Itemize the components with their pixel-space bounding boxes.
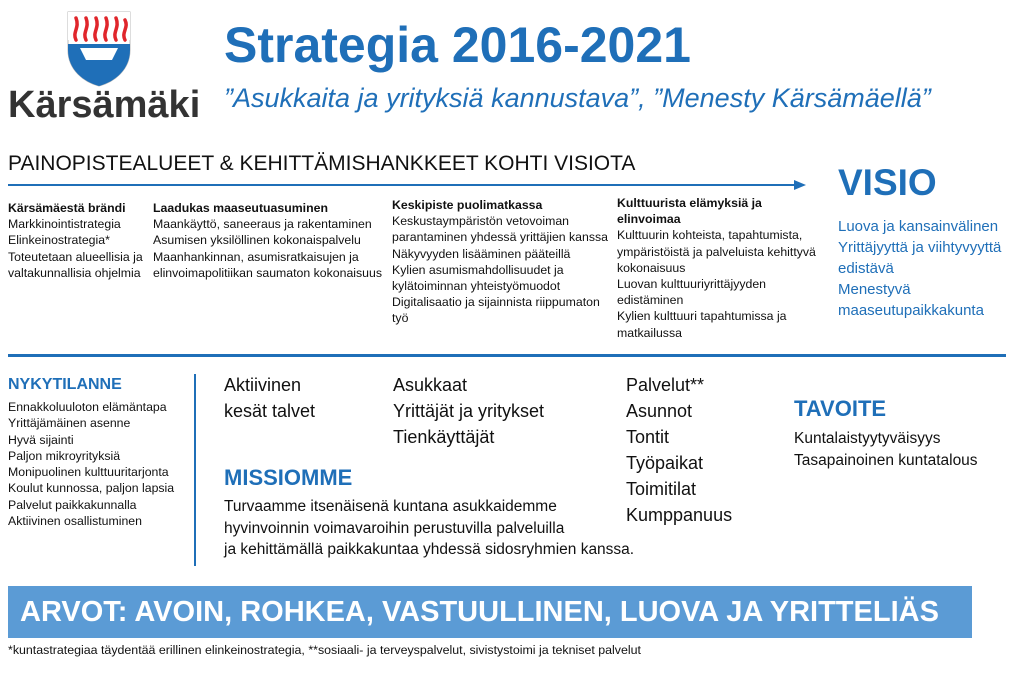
focus-item: Yrittäjät ja yritykset <box>393 401 545 421</box>
priority-item: työ <box>392 311 409 326</box>
mission-line: ja kehittämällä paikkakuntaa yhdessä sidosryhmien kanssa. <box>224 541 635 558</box>
priority-title: Keskipiste puolimatkassa <box>392 198 543 212</box>
priority-item: edistäminen <box>617 293 684 308</box>
logo-wordmark: Kärsämäki <box>8 84 201 126</box>
priority-item: matkailussa <box>617 325 682 340</box>
priority-item: Maanhankinnan, asumisratkaisujen ja <box>153 249 359 264</box>
priority-title: Kärsämäestä brändi <box>8 201 126 215</box>
focus-item: Asukkaat <box>393 375 468 395</box>
priority-item: Markkinointistrategia <box>8 217 121 232</box>
list-item: Monipuolinen kulttuuritarjonta <box>8 465 169 480</box>
vertical-divider <box>194 374 196 566</box>
focus-item: Tontit <box>626 427 670 447</box>
priorities-heading: PAINOPISTEALUEET & KEHITTÄMISHANKKEET KOHTI VISIOTA <box>8 152 636 175</box>
mission-title: MISSIOMME <box>224 465 353 490</box>
priority-item: Digitalisaatio ja sijainnista riippumaton <box>392 295 600 310</box>
list-item: Palvelut paikkakunnalla <box>8 497 137 512</box>
vision-line: Menestyvä <box>838 281 911 298</box>
mission-text <box>224 496 634 561</box>
goal-line: Kuntalaistyytyväisyys <box>794 430 941 447</box>
vision-line: edistävä <box>838 260 894 277</box>
list-item: Koulut kunnossa, paljon lapsia <box>8 481 175 496</box>
focus-item: Työpaikat <box>626 453 704 473</box>
current-state-list <box>8 399 174 529</box>
values-text: ARVOT: AVOIN, ROHKEA, VASTUULLINEN, LUOVA JA YRITTELIÄS <box>20 596 939 628</box>
horizontal-divider <box>8 354 1006 357</box>
focus-group-active <box>224 372 315 424</box>
mission-line: hyvinvoinnin voimavaroihin perustuvilla palveluilla <box>224 519 565 537</box>
focus-item: Kumppanuus <box>626 505 733 525</box>
focus-item: Palvelut** <box>626 375 705 395</box>
focus-item: Aktiivinen <box>224 375 302 395</box>
focus-item: Asunnot <box>626 401 693 421</box>
priority-title: Kulttuurista elämyksiä ja <box>617 196 762 210</box>
current-state-title: NYKYTILANNE <box>8 376 122 393</box>
list-item: Aktiivinen osallistuminen <box>8 514 142 529</box>
priority-item: kokonaisuus <box>617 260 686 275</box>
list-item: Yrittäjämäinen asenne <box>8 416 131 431</box>
priority-column-center <box>392 197 608 327</box>
priority-item: Kylien asumismahdollisuudet ja <box>392 262 564 277</box>
priority-item: kylätoiminnan yhteistyömuodot <box>392 279 561 294</box>
mission-line: Turvaamme itsenäisenä kuntana asukkaidemme <box>224 498 557 515</box>
priority-item: Kulttuurin kohteista, tapahtumista, <box>617 228 803 243</box>
priority-item: Toteutetaan alueellisia ja <box>8 249 143 264</box>
vision-title: VISIO <box>838 162 937 203</box>
priority-item: Kylien kulttuuri tapahtumissa ja <box>617 309 787 324</box>
focus-item: kesät talvet <box>224 401 316 421</box>
priority-item: elinvoimapolitiikan saumaton kokonaisuus <box>153 265 382 280</box>
vision-line: maaseutupaikkakunta <box>838 302 984 319</box>
priority-item: Näkyvyyden lisääminen pääteillä <box>392 246 571 261</box>
goal-title: TAVOITE <box>794 396 887 421</box>
priority-item: Asumisen yksilöllinen kokonaispalvelu <box>153 233 361 248</box>
municipal-coat-of-arms-icon <box>66 10 132 88</box>
footnote: *kuntastrategiaa täydentää erillinen elinkeinostrategia, **sosiaali- ja terveyspalvelut, sivistystoimi ja tekniset palvelut <box>8 643 641 657</box>
priority-column-brand <box>8 200 143 281</box>
priority-column-housing <box>153 200 382 281</box>
focus-group-customers <box>393 372 544 450</box>
goal-line: Tasapainoinen kuntatalous <box>794 452 978 469</box>
priority-item: parantaminen yhdessä yrittäjien kanssa <box>392 230 609 245</box>
vision-line: Luova ja kansainvälinen <box>838 218 999 235</box>
priority-title: Laadukas maaseutuasuminen <box>153 201 328 215</box>
list-item: Hyvä sijainti <box>8 432 74 447</box>
goal-list <box>794 428 978 472</box>
page-title: Strategia 2016-2021 <box>224 17 691 73</box>
priority-column-culture <box>617 195 816 341</box>
focus-item: Tienkäyttäjät <box>393 427 495 447</box>
direction-arrow-icon <box>8 178 808 192</box>
priority-item: ympäristöistä ja palveluista kehittyvä <box>617 244 816 259</box>
priority-item: Maankäyttö, saneeraus ja rakentaminen <box>153 217 372 232</box>
list-item: Ennakkoluuloton elämäntapa <box>8 400 167 414</box>
vision-line: Yrittäjyyttä ja viihtyvyyttä <box>838 239 1002 256</box>
priority-item: Keskustaympäristön vetovoiman <box>392 214 570 229</box>
priority-item: Luovan kulttuuriyrittäjyyden <box>617 277 767 292</box>
focus-group-services <box>626 372 732 528</box>
priority-item: Elinkeinostrategia* <box>8 233 110 248</box>
priority-title: elinvoimaa <box>617 212 681 227</box>
priority-item: valtakunnallisia ohjelmia <box>8 265 141 280</box>
vision-text <box>838 216 1001 321</box>
focus-item: Toimitilat <box>626 479 697 499</box>
page-subtitle: ”Asukkaita ja yrityksiä kannustava”, ”Menesty Kärsämäellä” <box>224 83 931 113</box>
list-item: Paljon mikroyrityksiä <box>8 448 121 463</box>
